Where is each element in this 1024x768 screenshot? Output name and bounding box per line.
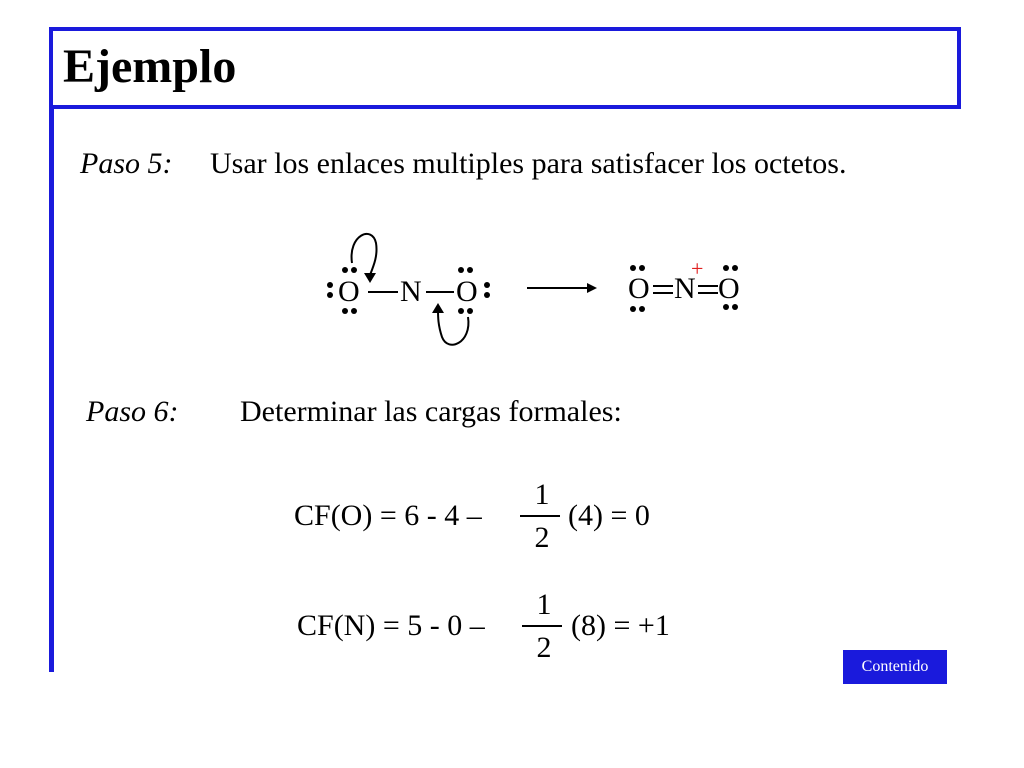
- step5-text: Usar los enlaces multiples para satisfacer los octetos.: [210, 147, 847, 180]
- reaction-arrow: [525, 280, 600, 296]
- formal-charge-plus: +: [691, 256, 704, 281]
- title-box: [49, 27, 961, 109]
- step6-text: Determinar las cargas formales:: [240, 395, 622, 428]
- lewis-structure-after: [620, 250, 760, 320]
- eq2-right: (8) = +1: [571, 609, 670, 642]
- curved-arrow-bottom: [438, 309, 468, 345]
- arrowhead-bottom: [432, 303, 444, 313]
- step6-label: Paso 6:: [86, 395, 179, 428]
- eq2-denominator: 2: [536, 631, 552, 664]
- atom-n-after: N: [674, 272, 696, 305]
- eq1-numerator: 1: [534, 478, 550, 511]
- step5-label: Paso 5:: [80, 147, 173, 180]
- atom-o-right: O: [456, 275, 478, 308]
- equation-cf-o: [294, 478, 694, 558]
- eq1-fraction-bar: [520, 515, 560, 517]
- atom-n: N: [400, 275, 422, 308]
- eq2-left: CF(N) = 5 - 0 –: [297, 609, 485, 642]
- atom-o-right-after: O: [718, 272, 740, 305]
- eq1-denominator: 2: [534, 521, 550, 554]
- atom-o-left: O: [338, 275, 360, 308]
- slide-title: Ejemplo: [63, 40, 237, 93]
- equation-cf-n: [297, 588, 717, 668]
- eq2-fraction-bar: [522, 625, 562, 627]
- eq1-right: (4) = 0: [568, 499, 650, 532]
- eq1-left: CF(O) = 6 - 4 –: [294, 499, 482, 532]
- eq2-numerator: 1: [536, 588, 552, 621]
- left-accent-bar: [49, 27, 54, 672]
- lewis-structure-before: [320, 225, 520, 355]
- arrowhead-top: [364, 273, 376, 283]
- atom-o-left-after: O: [628, 272, 650, 305]
- contenido-button[interactable]: Contenido: [843, 650, 947, 684]
